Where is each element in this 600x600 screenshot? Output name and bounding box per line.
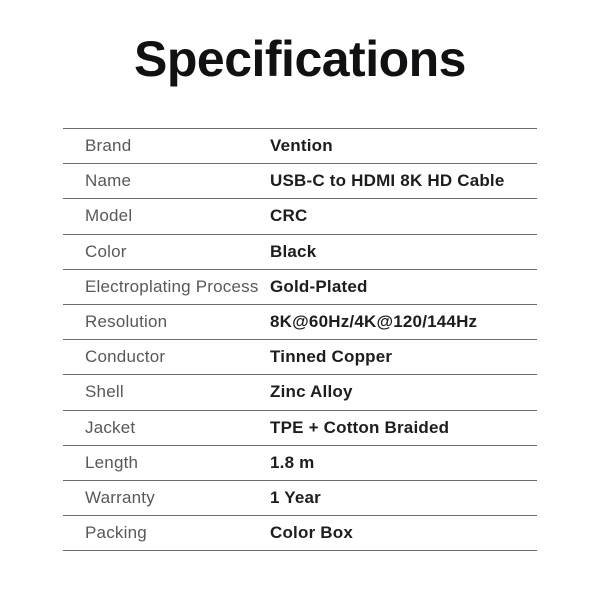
spec-value: Zinc Alloy — [270, 382, 353, 402]
spec-row-packing — [63, 516, 537, 551]
spec-label: Resolution — [85, 312, 168, 332]
spec-label: Warranty — [85, 487, 155, 507]
spec-row-color — [63, 235, 537, 270]
spec-label: Length — [85, 452, 139, 472]
spec-value: Vention — [270, 136, 333, 156]
spec-value: USB-C to HDMI 8K HD Cable — [270, 171, 505, 191]
spec-value: Black — [270, 241, 317, 261]
spec-table — [63, 128, 537, 551]
spec-label: Packing — [85, 523, 147, 543]
spec-value: 1 Year — [270, 487, 321, 507]
spec-row-warranty — [63, 481, 537, 516]
spec-row-conductor — [63, 340, 537, 375]
spec-label: Conductor — [85, 347, 166, 367]
spec-value: CRC — [270, 206, 308, 226]
spec-row-model — [63, 199, 537, 234]
spec-label: Color — [85, 241, 127, 261]
spec-row-jacket — [63, 411, 537, 446]
spec-label: Shell — [85, 382, 124, 402]
spec-label: Brand — [85, 136, 132, 156]
page-title: Specifications — [134, 31, 466, 87]
spec-row-resolution — [63, 305, 537, 340]
spec-value: 1.8 m — [270, 452, 315, 472]
spec-value: Gold-Plated — [270, 276, 368, 296]
spec-row-length — [63, 446, 537, 481]
spec-value: 8K@60Hz/4K@120/144Hz — [270, 312, 478, 332]
spec-value: Tinned Copper — [270, 347, 393, 367]
spec-row-electroplating-process — [63, 270, 537, 305]
spec-value: Color Box — [270, 523, 354, 543]
spec-label: Jacket — [85, 417, 136, 437]
spec-row-shell — [63, 375, 537, 410]
spec-label: Model — [85, 206, 133, 226]
spec-row-name — [63, 164, 537, 199]
spec-label: Electroplating Process — [85, 276, 259, 296]
spec-label: Name — [85, 171, 132, 191]
spec-value: TPE + Cotton Braided — [270, 417, 450, 437]
spec-row-brand — [63, 129, 537, 164]
